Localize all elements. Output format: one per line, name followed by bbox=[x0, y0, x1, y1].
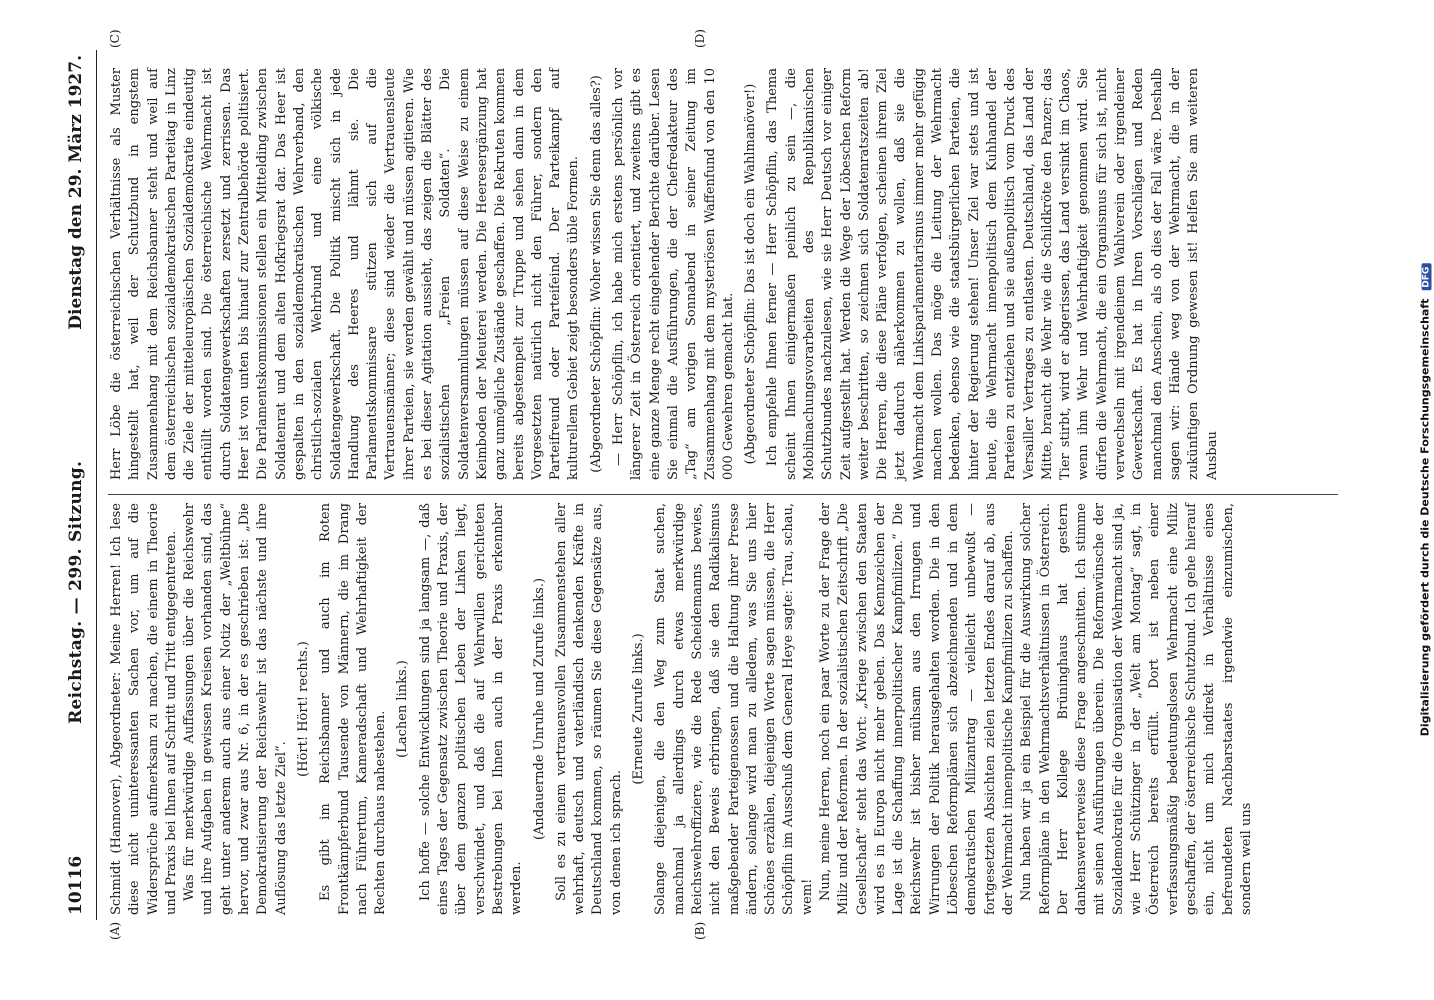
paragraph: Es gibt im Reichsbanner und auch im Roten Frontkämpferbund Tausende von Männern, die im Drang nach Führertum, Kameradschaft und Wehrhaftigkeit der Rechten durchaus nahestehen. bbox=[318, 503, 389, 915]
interjection: (Andauernde Unruhe und Zurufe links.) bbox=[531, 577, 547, 841]
side-note bbox=[1416, 8, 1434, 992]
interjection: (Abgeordneter Schöpflin: Woher wissen Sie denn das alles?) bbox=[588, 75, 604, 473]
page-number: 10116 bbox=[66, 855, 86, 915]
session-title: Reichstag. — 299. Sitzung. bbox=[66, 460, 86, 724]
margin-marker-d: (D) bbox=[693, 29, 707, 48]
header-rule bbox=[96, 50, 97, 920]
margin-marker-a: (A) bbox=[108, 921, 122, 940]
paragraph: — Herr Schöpflin, ich habe mich erstens persönlich vor längerer Zeit in Österreich orientiert, und zweitens gibt es eine ganze Menge recht eingehender Berichte darüber. Lesen Sie einmal die Ausführungen, die der Chefredakteur des „Tag“ am vorigen Sonnabend in seiner Zeitung im Zusammenhang mit dem mysteriösen Waffenfund von den 10 000 Gewehren gemacht hat. bbox=[611, 68, 736, 480]
interjection: (Abgeordneter Schöpflin: Das ist doch ein Wahlmanöver!) bbox=[743, 83, 759, 465]
interjection: (Erneute Zurufe links.) bbox=[631, 633, 647, 785]
interjection: (Lachen links.) bbox=[395, 660, 411, 758]
dfg-logo: DFG bbox=[1422, 264, 1432, 291]
paragraph: Ich hoffe — solche Entwicklungen sind ja langsam —, daß eines Tages der Gegensatz zwischen Theorie und Praxis, der über dem ganzen politischen Leben der Linken liegt, verschwindet, und daß die auf Wehrwillen gerichteten Bestrebungen bei Ihnen auch in der Praxis erkennbar werden. bbox=[417, 503, 525, 915]
paragraph: Schmidt (Hannover), Abgeordneter: Meine Herren! Ich lese diese nicht uninteressanten Sachen vor, um auf die Widersprüche aufmerksam zu machen, die einem in Theorie und Praxis bei Ihnen auf Schritt und Tritt entgegentreten. bbox=[109, 503, 179, 915]
session-date: Dienstag den 29. März 1927. bbox=[66, 55, 86, 330]
margin-marker-b: (B) bbox=[693, 921, 707, 940]
left-column bbox=[108, 503, 1256, 915]
side-note-text: Digitalisierung gefördert durch die Deutsche Forschungsgemeinschaft bbox=[1418, 298, 1432, 737]
paragraph: Nun, meine Herren, noch ein paar Worte zu der Frage der Miliz und der Reformen. In der sozialistischen Zeitschrift „Die Gesellschaft“ steht das Wort: „Kriege zwischen den Staaten wird es in Europa nicht mehr geben. Das Kennzeichen der Lage ist die Schaffung innerpolitischer Kampfmilizen.“ Die Reichswehr ist bisher mühsam aus den Irrungen und Wirrungen der Politik herausgehalten worden. Die in den Löbeschen Reformplänen sich abzeichnenden und in dem demokratischen Milizantrag — vielleicht unbewußt — fortgesetzten Absichten zielen letzten Endes darauf ab, aus der Wehrmacht innenpolitische Kampfmilizen zu schaffen. bbox=[817, 503, 1016, 915]
right-column bbox=[108, 68, 1222, 480]
paragraph: Ich empfehle Ihnen ferner — Herr Schöpflin, das Thema scheint Ihnen einigermaßen peinlich zu sein —, die Mobilmachungsvorarbeiten des Republikanischen Schutzbundes nachzulesen, wie sie Herr Deutsch vor einiger Zeit aufgestellt hat. Werden die Wege der Löbeschen Reform weiter beschritten, so zeichnen sich Soldatenratszeiten ab! Die Herren, die diese Pläne verfolgen, scheinen ihrem Ziel jetzt dadurch näherkommen zu wollen, daß sie die Wehrmacht dem Linksparlamentarismus immer mehr gefügig machen wollen. Das möge die Leitung der Wehrmacht bedenken, ebenso wie die staatsbürgerlichen Parteien, die hinter der Regierung stehen! Unser Ziel war stets und ist heute, die Wehrmacht innenpolitisch dem Kuhhandel der Parteien zu entziehen und sie außenpolitisch vom Druck des Versailler Vertrages zu entlasten. Deutschland, das Land der Mitte, braucht die Wehr wie die Schildkröte den Panzer; das Tier stirbt, wird er abgerissen, das Land versinkt im Chaos, wenn ihm Wehr und Wehrhaftigkeit genommen wird. Sie dürfen die Wehrmacht, die ein Organismus für sich ist, nicht verwechseln mit irgendeinem Wahlverein oder irgendeiner Gewerkschaft. Es hat in Ihren Vorschlägen und Reden manchmal den Anschein, als ob dies der Fall wäre. Deshalb sagen wir: Hände weg von der Wehrmacht, die in der zukünftigen Ordnung gewesen ist! Helfen Sie am weiteren Ausbau bbox=[765, 68, 1220, 480]
paragraph: Herr Löbe die österreichischen Verhältnisse als Muster hingestellt hat, weil der Schutzbund in engstem Zusammenhang mit dem Reichsbanner steht und weil auf dem österreichischen sozialdemokratischen Parteitag in Linz die Ziele der mitteleuropäischen Sozialdemokratie eindeutig enthüllt worden sind. Die österreichische Wehrmacht ist durch Soldatengewerkschaften zersetzt und zerrissen. Das Heer ist von unten bis hinauf zur Zentralbehörde politisiert. Die Parlamentskommissionen stellen ein Mittelding zwischen Soldatenrat und dem alten Hofkriegsrat dar. Das Heer ist gespalten in den sozialdemokratischen Wehrverband, den christlich-sozialen Wehrbund und eine völkische Soldatengewerkschaft. Die Politik mischt sich in jede Handlung des Heeres und lähmt sie. Die Parlamentskommissare stützen sich auf die Vertrauensmänner; diese sind wieder die Vertrauensleute ihrer Parteien, sie werden gewählt und müssen agitieren. Wie es bei dieser Agitation aussieht, das zeigen die Blätter des sozialistischen „Freien Soldaten“. Die Soldatenversammlungen müssen auf diese Weise zu einem Keimboden der Meuterei werden. Die Heeresergänzung hat ganz unmögliche Zustände geschaffen. Die Rekruten kommen bereits abgestempelt zur Truppe und sehen dann in dem Vorgesetzten natürlich nicht den Führer, sondern den Parteifreund oder Parteifeind. Der Parteikampf auf kulturellem Gebiet zeigt besonders üble Formen. bbox=[109, 68, 582, 480]
interjection: (Hört! Hört! rechts.) bbox=[295, 641, 311, 777]
column-divider bbox=[108, 494, 1338, 495]
paragraph: Soll es zu einem vertrauensvollen Zusammenstehen aller wehrhaft, deutsch und vaterländisch denkenden Kräfte in Deutschland kommen, so räumen Sie diese Gegensätze aus, von denen ich sprach. bbox=[553, 503, 624, 915]
paragraph: Solange diejenigen, die den Weg zum Staat suchen, manchmal ja allerdings durch etwas merkwürdige Reichswehroffiziere, wie die Rede Scheidemanns bewies, nicht den Beweis erbringen, daß sie den Radikalismus maßgebender Parteigenossen und die Haltung ihrer Presse ändern, solange wird man zu alledem, was Sie uns hier Schönes erzählen, diejenigen Worte sagen müssen, die Herr Schöpflin im Ausschuß dem General Heye sagte: Trau, schau, wem! bbox=[653, 503, 815, 915]
paragraph: Was für merkwürdige Auffassungen über die Reichswehr und ihre Aufgaben in gewissen Kreisen vorhanden sind, das geht unter anderem auch aus einer Notiz der „Weltbühne“ hervor, und zwar aus Nr. 6, in der es geschrieben ist: „Die Demokratisierung der Reichswehr ist das nächste und ihre Auflösung das letzte Ziel“. bbox=[182, 503, 289, 915]
margin-marker-c: (C) bbox=[108, 29, 122, 48]
paragraph: Nun haben wir ja ein Beispiel für die Auswirkung solcher Reformpläne in den Wehrmachtsverhältnissen in Österreich. Der Herr Kollege Brüninghaus hat gestern dankenswerterweise diese Frage angeschnitten. Ich stimme mit seinen Ausführungen überein. Die Reformwünsche der Sozialdemokratie für die Organisation der Wehrmacht sind ja, wie Herr Schützinger in der „Welt am Montag“ sagt, in Österreich bereits erfüllt. Dort ist neben einer verfassungsmäßig bedeutungslosen Wehrmacht eine Miliz geschaffen, der österreichische Schutzbund. Ich gehe hierauf ein, nicht um mich indirekt in Verhältnisse eines befreundeten Nachbarstaates irgendwie einzumischen, sondern weil uns bbox=[1019, 503, 1254, 915]
page-header bbox=[66, 55, 96, 915]
